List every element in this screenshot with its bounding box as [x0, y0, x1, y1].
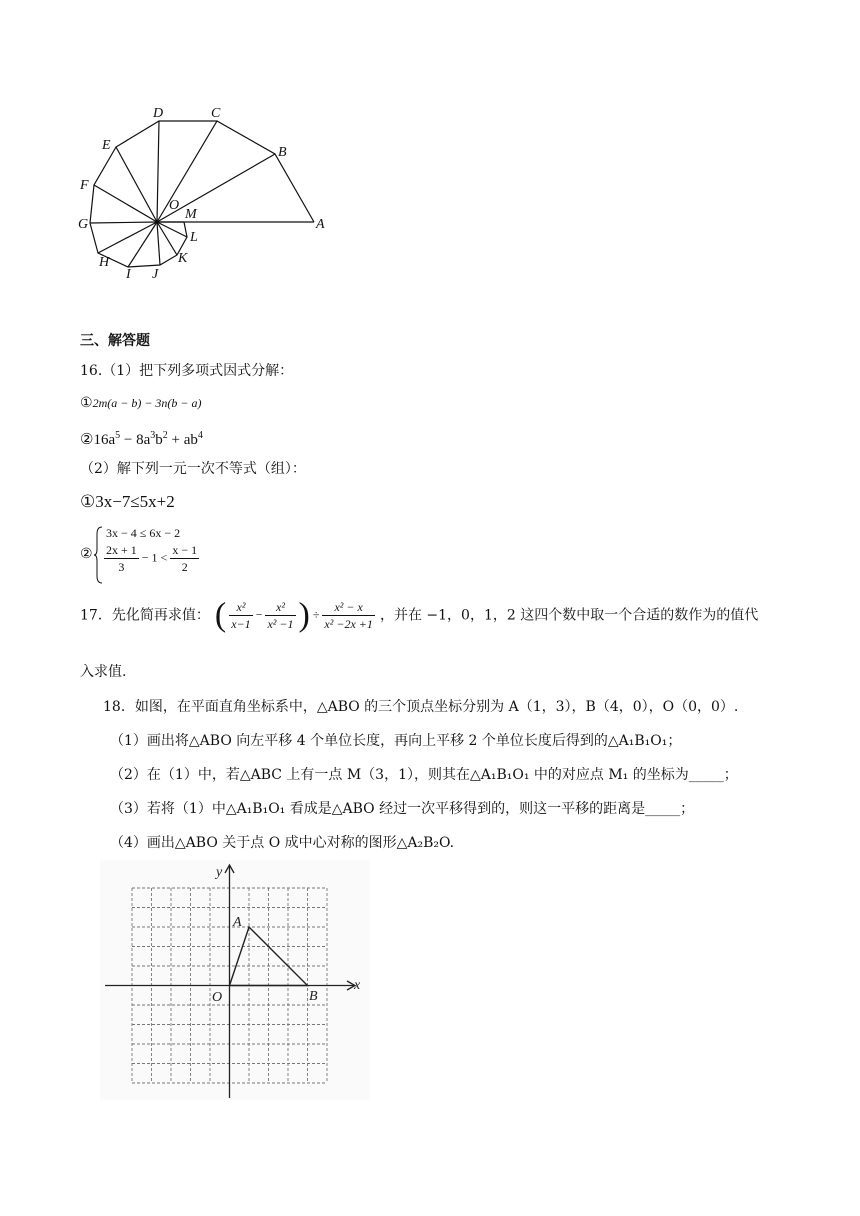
q16-item1-marker: ① — [80, 395, 93, 411]
q16-ineq1 — [80, 492, 175, 512]
q16-sys-line2: $\frac{2x + 1}{3}$ − 1 < $\frac{x - 1}{2}$ — [106, 543, 198, 574]
label-J: J — [152, 267, 159, 282]
point-a-label: A — [233, 915, 242, 930]
q17-line2: 入求值. — [80, 664, 127, 680]
spiral-figure — [70, 100, 340, 290]
label-L: L — [190, 230, 198, 245]
q16-sys-line1: 3x − 4 ≤ 6x − 2 — [106, 526, 181, 540]
x-axis-label: x — [354, 978, 361, 993]
label-C: C — [211, 106, 221, 121]
label-O: O — [169, 198, 180, 213]
q16-item1 — [80, 393, 202, 413]
label-M: M — [185, 207, 197, 222]
label-D: D — [153, 106, 164, 121]
brace-icon — [94, 526, 104, 584]
label-B: B — [278, 145, 287, 160]
q16-item2-marker: ② — [80, 430, 94, 448]
q16-part1-title: 16.（1）把下列多项式因式分解： — [80, 363, 294, 379]
label-I: I — [126, 267, 131, 282]
spiral-outline — [90, 121, 314, 267]
q18-part1: （1）画出将△ABO 向左平移 4 个单位长度，再向上平移 2 个单位长度后得到的△A₁B₁O₁； — [110, 733, 682, 749]
coordinate-grid — [100, 860, 370, 1100]
q17-prefix: 17．先化简再求值： — [80, 607, 210, 624]
label-F: F — [80, 178, 89, 193]
q18-part4: （4）画出△ABO 关于点 O 成中心对称的图形△A₂B₂O. — [110, 835, 455, 851]
q16-ineq2-marker: ② — [80, 546, 93, 562]
label-G: G — [78, 217, 89, 232]
section-title: 三、解答题 — [80, 333, 150, 349]
q18-intro: 18．如图，在平面直角坐标系中，△ABO 的三个顶点坐标分别为 A（1，3），B（4，0），O（0，0）. — [103, 699, 739, 715]
label-H: H — [99, 255, 110, 270]
q18-part3: （3）若将（1）中△A₁B₁O₁ 看成是△ABO 经过一次平移得到的，则这一平移的距离是_____； — [110, 801, 695, 817]
q18-part2: （2）在（1）中，若△ABC 上有一点 M（3，1），则其在△A₁B₁O₁ 中的对应点 M₁ 的坐标为_____； — [110, 767, 738, 783]
q16-item2: $②16a^5 - 8a^3b^2 + ab^4$ — [80, 430, 203, 448]
origin-label: O — [212, 990, 223, 1005]
q17-suffix: ，并在 −1，0，1，2 这四个数中取一个合适的数作为的值代 — [379, 607, 759, 624]
y-axis-label: y — [216, 865, 223, 880]
q16-item1-expr: 2m(a − b) − 3n(b − a) — [92, 396, 202, 410]
q16-ineq1-expr: 3x−7≤5x+2 — [95, 492, 175, 511]
point-b-label: B — [309, 989, 318, 1004]
q16-ineq1-marker: ① — [80, 492, 96, 512]
label-K: K — [178, 251, 188, 266]
label-A: A — [316, 217, 325, 232]
q16-part2-title: （2）解下列一元一次不等式（组）： — [80, 461, 306, 477]
label-E: E — [102, 138, 111, 153]
q17-line1: 17．先化简再求值： ( $\frac{\text{x²}}{x-1}$ − $\frac{\text{x²}}{\text{x² −1}}$ ) ÷ $\frac{\text{x² − x}}{\text{x² −2x +1}}$ ，并在 −1，0，1，2 这四个数中取一个合适的数作为的值代 — [80, 596, 759, 634]
